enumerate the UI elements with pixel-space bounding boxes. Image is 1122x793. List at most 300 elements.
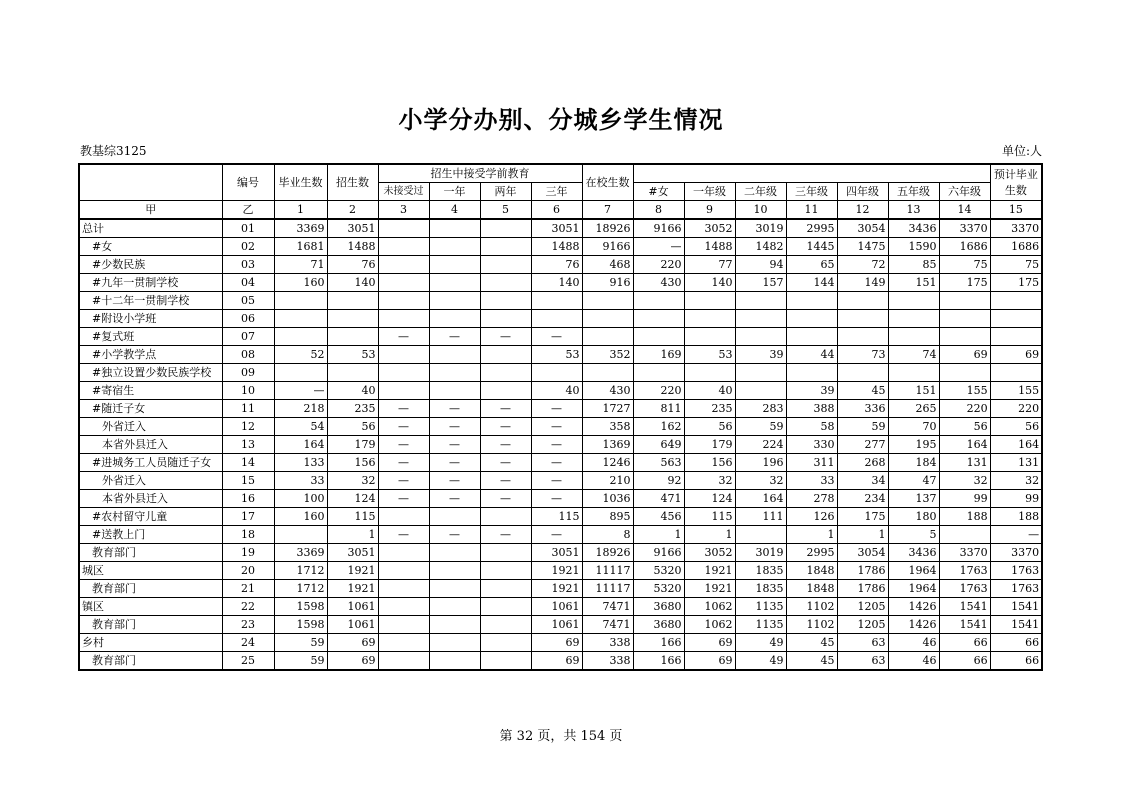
student-table (78, 163, 1043, 671)
table-cell: 338 (582, 652, 633, 671)
table-cell: 175 (939, 274, 990, 292)
table-cell: — (378, 472, 429, 490)
table-cell: 77 (684, 256, 735, 274)
table-cell: — (429, 328, 480, 346)
table-cell (327, 328, 378, 346)
table-cell (990, 310, 1042, 328)
table-cell: 56 (327, 418, 378, 436)
table-cell: 7471 (582, 598, 633, 616)
table-cell: 1488 (531, 238, 582, 256)
row-label: 教育部门 (79, 580, 222, 598)
table-cell: 75 (990, 256, 1042, 274)
column-number: 13 (888, 201, 939, 220)
row-code: 16 (222, 490, 274, 508)
table-cell (735, 328, 786, 346)
table-cell: — (531, 526, 582, 544)
table-cell (837, 328, 888, 346)
table-cell: — (378, 418, 429, 436)
table-cell: 265 (888, 400, 939, 418)
table-cell: 1712 (274, 562, 327, 580)
table-cell: 124 (684, 490, 735, 508)
table-cell: 69 (531, 652, 582, 671)
table-cell: — (429, 436, 480, 454)
table-cell: 1598 (274, 598, 327, 616)
table-cell: 1102 (786, 598, 837, 616)
row-code: 14 (222, 454, 274, 472)
table-cell (480, 562, 531, 580)
row-code: 20 (222, 562, 274, 580)
table-cell: 66 (939, 652, 990, 671)
table-cell: 1 (633, 526, 684, 544)
table-cell: 179 (684, 436, 735, 454)
header-grade-group (633, 164, 990, 183)
table-cell: 166 (633, 634, 684, 652)
table-cell: 1921 (327, 562, 378, 580)
table-cell: 40 (327, 382, 378, 400)
table-cell: 52 (274, 346, 327, 364)
table-cell: 649 (633, 436, 684, 454)
row-code: 11 (222, 400, 274, 418)
table-cell: 330 (786, 436, 837, 454)
table-cell: 156 (327, 454, 378, 472)
page-footer: 第 32 页，共 154 页 (499, 729, 623, 744)
table-cell: 1921 (684, 562, 735, 580)
table-cell: 278 (786, 490, 837, 508)
table-cell: 895 (582, 508, 633, 526)
table-cell: 69 (327, 652, 378, 671)
table-cell: 151 (888, 274, 939, 292)
table-cell: 210 (582, 472, 633, 490)
column-number: 5 (480, 201, 531, 220)
header-graduates: 毕业生数 (274, 164, 327, 201)
table-cell: 1 (684, 526, 735, 544)
table-cell: — (633, 238, 684, 256)
table-cell: 1 (786, 526, 837, 544)
table-cell: 358 (582, 418, 633, 436)
table-cell: 1541 (939, 616, 990, 634)
table-cell: 1488 (327, 238, 378, 256)
row-code: 09 (222, 364, 274, 382)
table-cell: 59 (735, 418, 786, 436)
table-cell: 1445 (786, 238, 837, 256)
table-cell (531, 310, 582, 328)
table-cell: — (429, 418, 480, 436)
table-cell: 220 (633, 256, 684, 274)
row-label: 外省迁入 (79, 418, 222, 436)
row-code: 05 (222, 292, 274, 310)
table-cell (274, 310, 327, 328)
table-cell (274, 364, 327, 382)
table-cell (378, 616, 429, 634)
table-cell (735, 526, 786, 544)
table-cell: 3051 (531, 544, 582, 562)
table-cell: 311 (786, 454, 837, 472)
row-label: #复式班 (79, 328, 222, 346)
row-code: 12 (222, 418, 274, 436)
table-cell: 76 (531, 256, 582, 274)
table-row (79, 292, 1042, 310)
table-cell (327, 292, 378, 310)
table-cell: — (378, 490, 429, 508)
table-cell: 430 (582, 382, 633, 400)
table-cell (990, 292, 1042, 310)
table-cell: 40 (531, 382, 582, 400)
header-grade5: 五年级 (888, 183, 939, 201)
table-cell (480, 256, 531, 274)
table-cell (786, 292, 837, 310)
table-cell: 1 (327, 526, 378, 544)
table-cell: 157 (735, 274, 786, 292)
table-cell: 1921 (327, 580, 378, 598)
column-number: 乙 (222, 201, 274, 220)
table-cell (735, 292, 786, 310)
header-preschool-none: 未接受过 (378, 183, 429, 201)
row-label: 城区 (79, 562, 222, 580)
table-cell: 46 (888, 652, 939, 671)
table-cell (837, 292, 888, 310)
table-cell (582, 364, 633, 382)
table-cell: 72 (837, 256, 888, 274)
table-cell: 69 (990, 346, 1042, 364)
header-grade1: 一年级 (684, 183, 735, 201)
table-cell (378, 219, 429, 238)
row-code: 10 (222, 382, 274, 400)
column-number: 甲 (79, 201, 222, 220)
row-label: #九年一贯制学校 (79, 274, 222, 292)
table-row (79, 472, 1042, 490)
header-preschool-2: 两年 (480, 183, 531, 201)
table-cell (888, 292, 939, 310)
table-cell: 1205 (837, 616, 888, 634)
table-cell: 1921 (531, 562, 582, 580)
table-cell: 76 (327, 256, 378, 274)
table-cell: 1541 (990, 616, 1042, 634)
table-cell: 131 (990, 454, 1042, 472)
table-row (79, 418, 1042, 436)
table-cell (786, 364, 837, 382)
table-cell: 283 (735, 400, 786, 418)
table-cell: 1205 (837, 598, 888, 616)
table-cell (327, 364, 378, 382)
column-number: 12 (837, 201, 888, 220)
table-cell: 195 (888, 436, 939, 454)
table-cell (480, 382, 531, 400)
row-label: #农村留守儿童 (79, 508, 222, 526)
table-cell (531, 364, 582, 382)
table-cell (429, 238, 480, 256)
table-cell: 33 (274, 472, 327, 490)
table-cell: 34 (837, 472, 888, 490)
table-cell: 74 (888, 346, 939, 364)
header-preschool-3: 三年 (531, 183, 582, 201)
table-cell: 1541 (990, 598, 1042, 616)
table-cell: 137 (888, 490, 939, 508)
table-cell: — (429, 454, 480, 472)
table-cell (378, 562, 429, 580)
row-label: 教育部门 (79, 544, 222, 562)
row-code: 02 (222, 238, 274, 256)
table-cell: — (480, 400, 531, 418)
column-number: 6 (531, 201, 582, 220)
header-enrollment: 招生数 (327, 164, 378, 201)
table-cell: 18926 (582, 219, 633, 238)
table-cell: — (480, 454, 531, 472)
table-cell: 1835 (735, 562, 786, 580)
table-cell: 180 (888, 508, 939, 526)
column-number: 7 (582, 201, 633, 220)
table-cell: 3054 (837, 219, 888, 238)
table-cell: 155 (939, 382, 990, 400)
table-row (79, 508, 1042, 526)
header-preschool-group: 招生中接受学前教育 (378, 164, 582, 183)
table-cell: 164 (274, 436, 327, 454)
table-cell: — (480, 472, 531, 490)
table-cell: 3051 (531, 219, 582, 238)
table-cell: 7471 (582, 616, 633, 634)
table-cell (480, 364, 531, 382)
table-cell: 179 (327, 436, 378, 454)
table-cell: 49 (735, 634, 786, 652)
table-cell (786, 328, 837, 346)
table-cell (480, 634, 531, 652)
row-label: 乡村 (79, 634, 222, 652)
header-preschool-1: 一年 (429, 183, 480, 201)
header-blank (79, 164, 222, 201)
unit-label: 单位:人 (1001, 144, 1042, 158)
table-cell (480, 616, 531, 634)
table-cell: 1727 (582, 400, 633, 418)
table-row (79, 616, 1042, 634)
table-cell: 115 (327, 508, 378, 526)
table-cell: 58 (786, 418, 837, 436)
table-cell: 63 (837, 652, 888, 671)
table-cell (684, 310, 735, 328)
table-cell (429, 508, 480, 526)
table-cell: 3054 (837, 544, 888, 562)
table-cell: 45 (786, 652, 837, 671)
table-cell (480, 544, 531, 562)
table-cell: 144 (786, 274, 837, 292)
table-cell: 56 (939, 418, 990, 436)
table-cell: 63 (837, 634, 888, 652)
table-cell: 69 (684, 634, 735, 652)
table-cell: 3019 (735, 544, 786, 562)
table-cell: 166 (633, 652, 684, 671)
table-cell: 111 (735, 508, 786, 526)
table-row (79, 256, 1042, 274)
table-cell (378, 652, 429, 671)
table-cell: 2995 (786, 219, 837, 238)
table-cell (429, 310, 480, 328)
table-cell: 131 (939, 454, 990, 472)
table-cell (429, 346, 480, 364)
row-label: #女 (79, 238, 222, 256)
table-cell (378, 346, 429, 364)
table-cell: 1964 (888, 562, 939, 580)
table-cell (480, 508, 531, 526)
table-cell: 151 (888, 382, 939, 400)
table-cell: 1763 (939, 562, 990, 580)
table-cell: 1763 (990, 562, 1042, 580)
column-number: 8 (633, 201, 684, 220)
table-cell (990, 328, 1042, 346)
table-cell (480, 310, 531, 328)
table-cell (378, 580, 429, 598)
table-cell (888, 328, 939, 346)
table-cell (735, 364, 786, 382)
table-cell: 8 (582, 526, 633, 544)
table-cell (684, 364, 735, 382)
table-cell: 3051 (327, 544, 378, 562)
table-cell: 235 (327, 400, 378, 418)
row-code: 13 (222, 436, 274, 454)
table-cell: 916 (582, 274, 633, 292)
table-cell (274, 328, 327, 346)
table-cell: 156 (684, 454, 735, 472)
table-cell: 53 (531, 346, 582, 364)
table-cell: — (429, 472, 480, 490)
table-cell: — (378, 400, 429, 418)
row-label: 镇区 (79, 598, 222, 616)
table-row (79, 652, 1042, 671)
table-row (79, 598, 1042, 616)
table-cell: 9166 (582, 238, 633, 256)
row-label: #少数民族 (79, 256, 222, 274)
table-cell: 65 (786, 256, 837, 274)
table-cell: 1921 (684, 580, 735, 598)
table-cell: 69 (531, 634, 582, 652)
table-cell (633, 364, 684, 382)
table-cell: 140 (327, 274, 378, 292)
table-row (79, 544, 1042, 562)
header-number: 编号 (222, 164, 274, 201)
table-cell: 3051 (327, 219, 378, 238)
column-number: 10 (735, 201, 786, 220)
table-cell (939, 364, 990, 382)
table-cell (429, 562, 480, 580)
row-label: 教育部门 (79, 652, 222, 671)
table-cell (480, 346, 531, 364)
table-cell (633, 328, 684, 346)
table-cell (429, 616, 480, 634)
table-cell: 1590 (888, 238, 939, 256)
table-cell: 5 (888, 526, 939, 544)
table-row (79, 364, 1042, 382)
row-label: #送教上门 (79, 526, 222, 544)
table-cell (378, 382, 429, 400)
table-cell: 162 (633, 418, 684, 436)
table-cell (633, 292, 684, 310)
table-cell: 563 (633, 454, 684, 472)
table-cell: 39 (735, 346, 786, 364)
table-cell (378, 310, 429, 328)
table-cell: 164 (939, 436, 990, 454)
table-cell: 53 (684, 346, 735, 364)
table-cell: — (531, 328, 582, 346)
table-cell (378, 256, 429, 274)
table-cell: 1061 (327, 616, 378, 634)
table-cell: 5320 (633, 580, 684, 598)
table-cell: 1541 (939, 598, 990, 616)
table-cell (990, 364, 1042, 382)
row-label: 教育部门 (79, 616, 222, 634)
row-code: 03 (222, 256, 274, 274)
table-cell: 140 (684, 274, 735, 292)
table-cell: 388 (786, 400, 837, 418)
table-cell: 11117 (582, 562, 633, 580)
row-code: 01 (222, 219, 274, 238)
table-cell (837, 310, 888, 328)
table-row (79, 400, 1042, 418)
table-cell: 44 (786, 346, 837, 364)
header-female: #女 (633, 183, 684, 201)
table-cell: — (480, 490, 531, 508)
row-code: 19 (222, 544, 274, 562)
table-cell: 1686 (990, 238, 1042, 256)
table-cell (888, 310, 939, 328)
table-cell: 1062 (684, 616, 735, 634)
table-cell: 196 (735, 454, 786, 472)
table-cell: 94 (735, 256, 786, 274)
table-cell: 40 (684, 382, 735, 400)
table-cell: 47 (888, 472, 939, 490)
table-cell (429, 598, 480, 616)
table-cell: 5320 (633, 562, 684, 580)
table-cell: 32 (939, 472, 990, 490)
column-number-row (79, 201, 1042, 220)
row-label: #随迁子女 (79, 400, 222, 418)
table-cell: 1061 (531, 598, 582, 616)
row-code: 24 (222, 634, 274, 652)
table-cell: — (429, 400, 480, 418)
table-cell: 11117 (582, 580, 633, 598)
table-cell: 2995 (786, 544, 837, 562)
table-cell (429, 256, 480, 274)
table-cell: 169 (633, 346, 684, 364)
table-cell: — (378, 436, 429, 454)
table-cell: 1964 (888, 580, 939, 598)
table-cell: 3370 (990, 219, 1042, 238)
table-cell (378, 274, 429, 292)
table-cell (939, 292, 990, 310)
column-number: 4 (429, 201, 480, 220)
table-row (79, 490, 1042, 508)
table-row (79, 580, 1042, 598)
table-cell: 1686 (939, 238, 990, 256)
table-cell: 1426 (888, 616, 939, 634)
table-cell (735, 310, 786, 328)
table-cell: 1763 (990, 580, 1042, 598)
table-cell: 3436 (888, 544, 939, 562)
table-cell: 220 (990, 400, 1042, 418)
table-cell: 69 (684, 652, 735, 671)
table-cell: — (274, 382, 327, 400)
table-row (79, 328, 1042, 346)
table-cell: 471 (633, 490, 684, 508)
table-cell (429, 292, 480, 310)
table-cell: 3370 (990, 544, 1042, 562)
table-cell (480, 580, 531, 598)
table-cell: 66 (990, 652, 1042, 671)
table-cell: 1246 (582, 454, 633, 472)
row-label: 外省迁入 (79, 472, 222, 490)
table-cell: 268 (837, 454, 888, 472)
header-in-school: 在校生数 (582, 164, 633, 201)
table-cell: 59 (837, 418, 888, 436)
table-cell: 3680 (633, 598, 684, 616)
table-cell: 1102 (786, 616, 837, 634)
table-cell: 164 (990, 436, 1042, 454)
